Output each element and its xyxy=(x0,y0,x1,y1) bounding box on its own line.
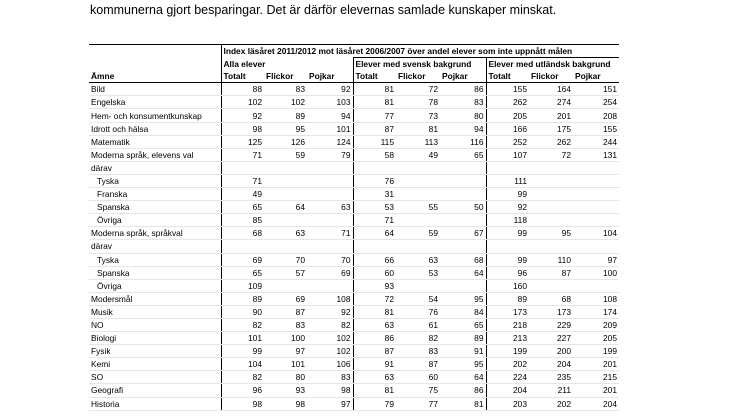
value-cell: 68 xyxy=(529,292,573,305)
value-cell: 82 xyxy=(221,318,264,331)
subheader-total: Totalt xyxy=(353,70,396,83)
value-cell: 81 xyxy=(353,305,396,318)
value-cell: 65 xyxy=(221,266,264,279)
value-cell: 76 xyxy=(396,305,440,318)
value-cell: 99 xyxy=(486,227,529,240)
value-cell: 155 xyxy=(486,83,529,96)
value-cell: 68 xyxy=(440,253,486,266)
value-cell: 155 xyxy=(573,122,619,135)
value-cell: 200 xyxy=(529,345,573,358)
value-cell: 131 xyxy=(573,148,619,161)
value-cell: 86 xyxy=(440,384,486,397)
subject-label: Tyska xyxy=(89,253,221,266)
table-row xyxy=(89,279,619,292)
value-cell: 92 xyxy=(486,201,529,214)
value-cell xyxy=(440,240,486,253)
value-cell: 95 xyxy=(264,122,307,135)
table-row xyxy=(89,332,619,345)
value-cell: 86 xyxy=(353,332,396,345)
value-cell: 71 xyxy=(221,148,264,161)
subject-label: SO xyxy=(89,371,221,384)
value-cell xyxy=(396,279,440,292)
value-cell: 60 xyxy=(396,371,440,384)
value-cell xyxy=(264,188,307,201)
value-cell: 70 xyxy=(264,253,307,266)
value-cell: 77 xyxy=(353,109,396,122)
value-cell: 124 xyxy=(307,135,353,148)
value-cell xyxy=(221,161,264,174)
value-cell: 69 xyxy=(307,266,353,279)
value-cell: 110 xyxy=(529,253,573,266)
value-cell: 252 xyxy=(486,135,529,148)
subject-label: Biologi xyxy=(89,332,221,345)
value-cell xyxy=(486,161,529,174)
subheader-girls: Flickor xyxy=(264,70,307,83)
value-cell: 87 xyxy=(396,358,440,371)
value-cell xyxy=(529,240,573,253)
value-cell xyxy=(264,161,307,174)
value-cell: 59 xyxy=(264,148,307,161)
subheader-girls: Flickor xyxy=(396,70,440,83)
value-cell: 72 xyxy=(353,292,396,305)
subject-label: Franska xyxy=(89,188,221,201)
value-cell: 61 xyxy=(396,318,440,331)
group-header-row xyxy=(89,58,619,71)
value-cell xyxy=(440,161,486,174)
subheader-boys: Pojkar xyxy=(440,70,486,83)
value-cell: 79 xyxy=(353,397,396,410)
value-cell: 92 xyxy=(307,305,353,318)
value-cell xyxy=(307,161,353,174)
table-row xyxy=(89,96,619,109)
value-cell: 87 xyxy=(264,305,307,318)
value-cell: 104 xyxy=(221,358,264,371)
caption-row xyxy=(89,45,619,58)
subject-label: Bild xyxy=(89,83,221,96)
value-cell: 227 xyxy=(529,332,573,345)
value-cell: 208 xyxy=(573,109,619,122)
value-cell: 86 xyxy=(440,83,486,96)
table-row xyxy=(89,227,619,240)
subject-label: Kemi xyxy=(89,358,221,371)
table-row xyxy=(89,318,619,331)
subheader-girls: Flickor xyxy=(529,70,573,83)
value-cell xyxy=(264,240,307,253)
subject-label: Moderna språk, elevens val xyxy=(89,148,221,161)
subject-label: Fysik xyxy=(89,345,221,358)
subject-label: Matematik xyxy=(89,135,221,148)
value-cell: 113 xyxy=(396,135,440,148)
value-cell: 201 xyxy=(573,358,619,371)
value-cell xyxy=(396,174,440,187)
subject-label: NO xyxy=(89,318,221,331)
value-cell: 160 xyxy=(486,279,529,292)
value-cell: 199 xyxy=(486,345,529,358)
table-row xyxy=(89,161,619,174)
table-row xyxy=(89,240,619,253)
subject-label: Spanska xyxy=(89,266,221,279)
value-cell: 84 xyxy=(440,305,486,318)
value-cell: 79 xyxy=(307,148,353,161)
subheader-total: Totalt xyxy=(486,70,529,83)
subheader-row xyxy=(89,70,619,83)
value-cell: 224 xyxy=(486,371,529,384)
subject-label: Musik xyxy=(89,305,221,318)
value-cell xyxy=(264,214,307,227)
value-cell: 100 xyxy=(573,266,619,279)
value-cell xyxy=(396,214,440,227)
value-cell: 85 xyxy=(221,214,264,227)
value-cell: 80 xyxy=(264,371,307,384)
value-cell: 215 xyxy=(573,371,619,384)
value-cell: 65 xyxy=(440,148,486,161)
value-cell: 75 xyxy=(396,384,440,397)
value-cell xyxy=(221,240,264,253)
value-cell: 59 xyxy=(396,227,440,240)
value-cell: 81 xyxy=(353,96,396,109)
value-cell: 174 xyxy=(573,305,619,318)
value-cell xyxy=(396,161,440,174)
value-cell: 55 xyxy=(396,201,440,214)
value-cell xyxy=(486,240,529,253)
value-cell xyxy=(440,279,486,292)
subject-label: Spanska xyxy=(89,201,221,214)
results-table xyxy=(89,44,619,411)
value-cell: 244 xyxy=(573,135,619,148)
value-cell: 88 xyxy=(221,83,264,96)
table-row xyxy=(89,148,619,161)
value-cell: 229 xyxy=(529,318,573,331)
value-cell xyxy=(307,279,353,292)
value-cell: 82 xyxy=(396,332,440,345)
subject-header: Ämne xyxy=(89,70,221,83)
value-cell xyxy=(307,188,353,201)
value-cell: 83 xyxy=(396,345,440,358)
value-cell: 204 xyxy=(573,397,619,410)
subject-label: Modersmål xyxy=(89,292,221,305)
subject-label: därav xyxy=(89,161,221,174)
table-row xyxy=(89,109,619,122)
value-cell: 107 xyxy=(486,148,529,161)
intro-paragraph: kommunerna gjort besparingar. Det är därför elevernas samlade kunskaper minskat. xyxy=(90,3,557,17)
value-cell: 50 xyxy=(440,201,486,214)
value-cell xyxy=(529,214,573,227)
value-cell: 93 xyxy=(264,384,307,397)
value-cell: 96 xyxy=(221,384,264,397)
value-cell: 78 xyxy=(396,96,440,109)
value-cell xyxy=(573,174,619,187)
value-cell: 63 xyxy=(396,253,440,266)
value-cell: 99 xyxy=(486,188,529,201)
subject-label: därav xyxy=(89,240,221,253)
value-cell: 108 xyxy=(307,292,353,305)
value-cell xyxy=(529,279,573,292)
value-cell: 203 xyxy=(486,397,529,410)
value-cell: 66 xyxy=(353,253,396,266)
value-cell xyxy=(529,174,573,187)
value-cell: 99 xyxy=(486,253,529,266)
value-cell xyxy=(307,240,353,253)
subject-label: Övriga xyxy=(89,279,221,292)
value-cell: 92 xyxy=(307,83,353,96)
value-cell: 57 xyxy=(264,266,307,279)
value-cell: 98 xyxy=(221,122,264,135)
table-row xyxy=(89,371,619,384)
value-cell: 151 xyxy=(573,83,619,96)
value-cell xyxy=(440,174,486,187)
table-row xyxy=(89,214,619,227)
value-cell: 98 xyxy=(307,384,353,397)
table-row xyxy=(89,201,619,214)
value-cell: 92 xyxy=(221,109,264,122)
value-cell: 106 xyxy=(307,358,353,371)
value-cell: 175 xyxy=(529,122,573,135)
value-cell: 211 xyxy=(529,384,573,397)
value-cell: 95 xyxy=(440,358,486,371)
value-cell: 64 xyxy=(264,201,307,214)
value-cell xyxy=(573,161,619,174)
value-cell: 81 xyxy=(353,83,396,96)
group-header-all: Alla elever xyxy=(221,58,353,71)
value-cell: 254 xyxy=(573,96,619,109)
value-cell: 102 xyxy=(307,345,353,358)
value-cell: 164 xyxy=(529,83,573,96)
value-cell: 201 xyxy=(573,384,619,397)
value-cell: 80 xyxy=(440,109,486,122)
value-cell xyxy=(529,161,573,174)
value-cell: 83 xyxy=(264,318,307,331)
value-cell: 125 xyxy=(221,135,264,148)
table-row xyxy=(89,266,619,279)
table-row xyxy=(89,397,619,410)
value-cell: 53 xyxy=(396,266,440,279)
value-cell xyxy=(440,188,486,201)
value-cell: 97 xyxy=(307,397,353,410)
value-cell: 202 xyxy=(529,397,573,410)
value-cell: 49 xyxy=(396,148,440,161)
value-cell: 101 xyxy=(221,332,264,345)
value-cell: 204 xyxy=(529,358,573,371)
value-cell: 77 xyxy=(396,397,440,410)
value-cell xyxy=(573,240,619,253)
value-cell: 93 xyxy=(353,279,396,292)
subject-label: Hem- och konsumentkunskap xyxy=(89,109,221,122)
value-cell: 173 xyxy=(486,305,529,318)
subheader-boys: Pojkar xyxy=(573,70,619,83)
subheader-total: Totalt xyxy=(221,70,264,83)
subject-label: Engelska xyxy=(89,96,221,109)
value-cell: 115 xyxy=(353,135,396,148)
value-cell: 60 xyxy=(353,266,396,279)
value-cell: 126 xyxy=(264,135,307,148)
table-row xyxy=(89,135,619,148)
value-cell: 87 xyxy=(353,122,396,135)
value-cell: 205 xyxy=(573,332,619,345)
subject-label: Geografi xyxy=(89,384,221,397)
value-cell: 90 xyxy=(221,305,264,318)
subject-label: Övriga xyxy=(89,214,221,227)
table-row xyxy=(89,188,619,201)
value-cell: 53 xyxy=(353,201,396,214)
value-cell xyxy=(573,188,619,201)
value-cell: 83 xyxy=(264,83,307,96)
value-cell: 63 xyxy=(307,201,353,214)
group-header-foreign: Elever med utländsk bakgrund xyxy=(486,58,619,71)
subject-label: Historia xyxy=(89,397,221,410)
value-cell xyxy=(264,174,307,187)
value-cell: 82 xyxy=(307,318,353,331)
value-cell: 83 xyxy=(440,96,486,109)
value-cell: 89 xyxy=(264,109,307,122)
value-cell xyxy=(353,240,396,253)
value-cell: 98 xyxy=(264,397,307,410)
value-cell: 118 xyxy=(486,214,529,227)
value-cell: 108 xyxy=(573,292,619,305)
value-cell: 209 xyxy=(573,318,619,331)
value-cell xyxy=(264,279,307,292)
value-cell: 204 xyxy=(486,384,529,397)
value-cell: 82 xyxy=(221,371,264,384)
value-cell: 96 xyxy=(486,266,529,279)
table-row xyxy=(89,345,619,358)
value-cell: 95 xyxy=(440,292,486,305)
value-cell: 218 xyxy=(486,318,529,331)
value-cell: 71 xyxy=(353,214,396,227)
value-cell: 101 xyxy=(307,122,353,135)
value-cell: 262 xyxy=(529,135,573,148)
table-row xyxy=(89,384,619,397)
value-cell: 102 xyxy=(264,96,307,109)
table-caption: Index läsåret 2011/2012 mot läsåret 2006/2007 över andel elever som inte uppnått målen xyxy=(221,45,619,58)
value-cell: 71 xyxy=(307,227,353,240)
value-cell: 72 xyxy=(396,83,440,96)
value-cell: 54 xyxy=(396,292,440,305)
value-cell: 67 xyxy=(440,227,486,240)
value-cell: 72 xyxy=(529,148,573,161)
table-row xyxy=(89,174,619,187)
value-cell: 63 xyxy=(264,227,307,240)
value-cell xyxy=(440,214,486,227)
value-cell: 213 xyxy=(486,332,529,345)
value-cell: 87 xyxy=(529,266,573,279)
value-cell: 101 xyxy=(264,358,307,371)
subject-label: Moderna språk, språkval xyxy=(89,227,221,240)
table-row xyxy=(89,358,619,371)
value-cell: 102 xyxy=(307,332,353,345)
value-cell xyxy=(573,279,619,292)
value-cell: 98 xyxy=(221,397,264,410)
value-cell: 100 xyxy=(264,332,307,345)
value-cell: 81 xyxy=(396,122,440,135)
subheader-boys: Pojkar xyxy=(307,70,353,83)
value-cell: 103 xyxy=(307,96,353,109)
value-cell: 97 xyxy=(573,253,619,266)
value-cell: 64 xyxy=(353,227,396,240)
subject-label: Idrott och hälsa xyxy=(89,122,221,135)
table-row xyxy=(89,305,619,318)
table-row xyxy=(89,83,619,96)
value-cell: 83 xyxy=(307,371,353,384)
value-cell: 81 xyxy=(440,397,486,410)
value-cell: 99 xyxy=(221,345,264,358)
value-cell: 109 xyxy=(221,279,264,292)
value-cell: 64 xyxy=(440,266,486,279)
value-cell xyxy=(529,188,573,201)
value-cell: 89 xyxy=(440,332,486,345)
value-cell: 102 xyxy=(221,96,264,109)
value-cell: 81 xyxy=(353,384,396,397)
value-cell: 70 xyxy=(307,253,353,266)
value-cell: 91 xyxy=(440,345,486,358)
value-cell: 73 xyxy=(396,109,440,122)
value-cell: 69 xyxy=(264,292,307,305)
value-cell: 89 xyxy=(221,292,264,305)
value-cell xyxy=(529,201,573,214)
value-cell: 274 xyxy=(529,96,573,109)
value-cell: 68 xyxy=(221,227,264,240)
value-cell: 65 xyxy=(440,318,486,331)
value-cell xyxy=(573,214,619,227)
value-cell: 97 xyxy=(264,345,307,358)
value-cell xyxy=(353,161,396,174)
value-cell: 91 xyxy=(353,358,396,371)
value-cell: 94 xyxy=(307,109,353,122)
value-cell: 94 xyxy=(440,122,486,135)
value-cell: 31 xyxy=(353,188,396,201)
value-cell xyxy=(573,201,619,214)
value-cell: 166 xyxy=(486,122,529,135)
value-cell: 111 xyxy=(486,174,529,187)
value-cell: 64 xyxy=(440,371,486,384)
value-cell xyxy=(307,174,353,187)
value-cell: 95 xyxy=(529,227,573,240)
value-cell: 104 xyxy=(573,227,619,240)
value-cell xyxy=(396,240,440,253)
value-cell: 87 xyxy=(353,345,396,358)
value-cell xyxy=(307,214,353,227)
table-row xyxy=(89,292,619,305)
value-cell: 235 xyxy=(529,371,573,384)
value-cell: 202 xyxy=(486,358,529,371)
value-cell: 71 xyxy=(221,174,264,187)
table-row xyxy=(89,253,619,266)
value-cell: 58 xyxy=(353,148,396,161)
value-cell: 63 xyxy=(353,371,396,384)
value-cell: 262 xyxy=(486,96,529,109)
value-cell: 65 xyxy=(221,201,264,214)
value-cell: 199 xyxy=(573,345,619,358)
value-cell: 205 xyxy=(486,109,529,122)
value-cell: 173 xyxy=(529,305,573,318)
value-cell: 69 xyxy=(221,253,264,266)
value-cell xyxy=(396,188,440,201)
group-header-swedish: Elever med svensk bakgrund xyxy=(353,58,486,71)
table-row xyxy=(89,122,619,135)
value-cell: 49 xyxy=(221,188,264,201)
value-cell: 201 xyxy=(529,109,573,122)
value-cell: 89 xyxy=(486,292,529,305)
value-cell: 116 xyxy=(440,135,486,148)
value-cell: 76 xyxy=(353,174,396,187)
value-cell: 63 xyxy=(353,318,396,331)
subject-label: Tyska xyxy=(89,174,221,187)
